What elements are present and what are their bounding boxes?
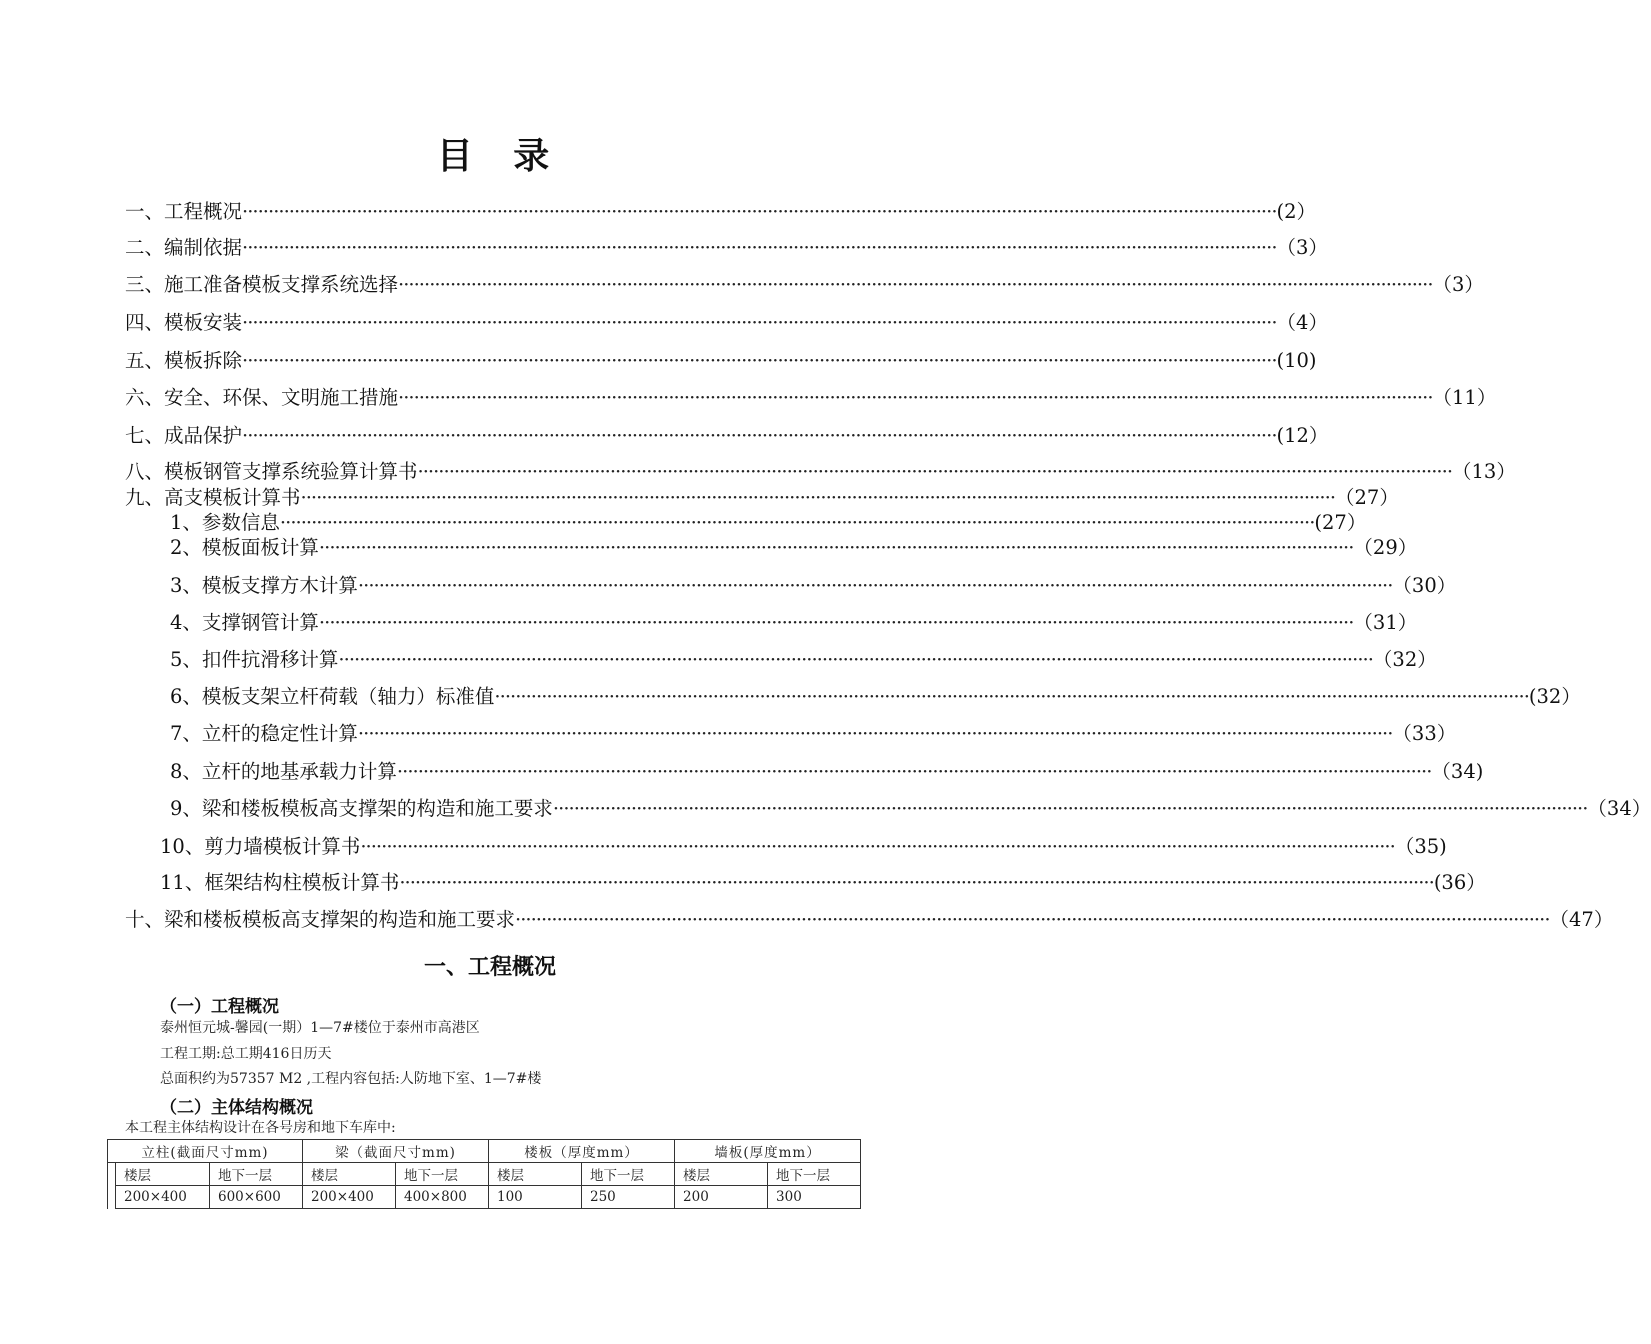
toc-item-label: 四、模板安装 xyxy=(125,311,243,334)
toc-leader-dots: ······································································································································································································· xyxy=(242,311,1277,334)
toc-leader-dots: ······································································································································································································· xyxy=(417,460,1453,483)
toc-item-page: (32） xyxy=(1528,685,1581,708)
table-cell: 地下一层 xyxy=(396,1163,489,1186)
table-value-row xyxy=(108,1186,861,1209)
toc-item[interactable] xyxy=(125,904,1614,932)
toc-item[interactable] xyxy=(125,420,1329,448)
toc-item-page: （27） xyxy=(1335,486,1399,509)
table-cell: 250 xyxy=(582,1186,675,1209)
toc-leader-dots: ······································································································································································································· xyxy=(398,273,1433,296)
toc-item-page: （3） xyxy=(1432,273,1484,296)
toc-leader-dots: ······································································································································································································· xyxy=(396,760,1432,783)
table-spacer-cell xyxy=(108,1186,116,1209)
toc-item-page: （32） xyxy=(1372,648,1437,671)
toc-leader-dots: ······································································································································································································· xyxy=(242,200,1277,223)
group-header-wall: 墙板(厚度mm） xyxy=(675,1140,861,1163)
table-cell: 楼层 xyxy=(116,1163,210,1186)
toc-item[interactable] xyxy=(170,532,1418,560)
toc-item-label: 8、立杆的地基承载力计算 xyxy=(170,760,397,783)
toc-leader-dots: ······································································································································································································· xyxy=(242,349,1277,372)
toc-item-label: 十、梁和楼板模板高支撑架的构造和施工要求 xyxy=(125,908,516,931)
toc-item[interactable] xyxy=(125,307,1328,335)
toc-leader-dots: ······································································································································································································· xyxy=(357,722,1393,745)
project-area-text: 总面积约为57357 M2 ,工程内容包括:人防地下室、1—7#楼 xyxy=(160,1071,542,1087)
toc-item[interactable] xyxy=(125,196,1317,224)
toc-item-label: 2、模板面板计算 xyxy=(170,536,319,559)
toc-item-label: 一、工程概况 xyxy=(125,200,243,223)
project-location-text: 泰州恒元城-馨园(一期）1—7#楼位于泰州市高港区 xyxy=(160,1020,480,1036)
toc-item-page: （33） xyxy=(1392,722,1457,745)
table-cell: 600×600 xyxy=(210,1186,303,1209)
toc-item-label: 五、模板拆除 xyxy=(125,349,243,372)
toc-leader-dots: ······································································································································································································· xyxy=(552,797,1588,820)
toc-leader-dots: ······································································································································································································· xyxy=(399,871,1434,894)
toc-item[interactable] xyxy=(125,482,1399,510)
toc-item-page: （47） xyxy=(1549,908,1614,931)
toc-item-page: （4） xyxy=(1276,311,1328,334)
toc-item-label: 4、支撑钢管计算 xyxy=(170,611,319,634)
table-cell: 200×400 xyxy=(116,1186,210,1209)
toc-leader-dots: ······································································································································································································· xyxy=(279,511,1315,534)
toc-item-label: 二、编制依据 xyxy=(125,236,243,259)
toc-item-page: (12） xyxy=(1276,424,1329,447)
table-cell: 300 xyxy=(768,1186,861,1209)
toc-item-page: (10) xyxy=(1276,349,1317,372)
toc-item-page: （13） xyxy=(1452,460,1516,483)
toc-leader-dots: ······································································································································································································· xyxy=(318,611,1354,634)
toc-item-label: 7、立杆的稳定性计算 xyxy=(170,722,358,745)
structure-intro-text: 本工程主体结构设计在各号房和地下车库中: xyxy=(125,1120,396,1136)
toc-item[interactable] xyxy=(170,570,1457,598)
toc-leader-dots: ······································································································································································································· xyxy=(360,835,1395,858)
table-cell: 200 xyxy=(675,1186,768,1209)
group-header-beam: 梁（截面尺寸mm) xyxy=(303,1140,489,1163)
toc-title: 目 录 xyxy=(436,136,564,177)
table-cell: 地下一层 xyxy=(210,1163,303,1186)
subsection-title-overview: （一）工程概况 xyxy=(160,997,279,1017)
table-cell: 地下一层 xyxy=(768,1163,861,1186)
toc-item-label: 11、框架结构柱模板计算书 xyxy=(160,871,400,894)
toc-item[interactable] xyxy=(170,507,1367,535)
table-cell: 楼层 xyxy=(675,1163,768,1186)
table-cell: 100 xyxy=(489,1186,582,1209)
toc-item[interactable] xyxy=(125,456,1516,484)
toc-item[interactable] xyxy=(125,232,1328,260)
toc-leader-dots: ······································································································································································································· xyxy=(242,424,1277,447)
table-cell: 地下一层 xyxy=(582,1163,675,1186)
table-cell: 楼层 xyxy=(303,1163,396,1186)
toc-leader-dots: ······································································································································································································· xyxy=(515,908,1550,931)
toc-item-page: （35) xyxy=(1394,835,1447,858)
toc-item[interactable] xyxy=(125,345,1317,373)
toc-item-page: （31） xyxy=(1353,611,1418,634)
toc-item-label: 9、梁和楼板模板高支撑架的构造和施工要求 xyxy=(170,797,553,820)
toc-leader-dots: ······································································································································································································· xyxy=(242,236,1277,259)
table-cell: 200×400 xyxy=(303,1186,396,1209)
toc-item[interactable] xyxy=(125,269,1484,297)
toc-item[interactable] xyxy=(170,718,1457,746)
toc-leader-dots: ······································································································································································································· xyxy=(338,648,1373,671)
toc-item[interactable] xyxy=(125,382,1497,410)
toc-item[interactable] xyxy=(170,681,1581,709)
toc-item-page: （29） xyxy=(1353,536,1418,559)
toc-item-page: （34) xyxy=(1431,760,1484,783)
toc-item-label: 三、施工准备模板支撑系统选择 xyxy=(125,273,399,296)
toc-item-page: （34） xyxy=(1587,797,1651,820)
table-group-header-row xyxy=(108,1140,861,1163)
table-cell: 楼层 xyxy=(489,1163,582,1186)
toc-item-page: (27） xyxy=(1314,511,1367,534)
toc-item-label: 5、扣件抗滑移计算 xyxy=(170,648,339,671)
toc-item-label: 九、高支模板计算书 xyxy=(125,486,301,509)
toc-item[interactable] xyxy=(160,831,1447,859)
toc-item-label: 六、安全、环保、文明施工措施 xyxy=(125,386,399,409)
toc-leader-dots: ······································································································································································································· xyxy=(398,386,1433,409)
project-duration-text: 工程工期:总工期416日历天 xyxy=(160,1046,332,1062)
toc-leader-dots: ······································································································································································································· xyxy=(357,574,1393,597)
toc-item-label: 八、模板钢管支撑系统验算计算书 xyxy=(125,460,418,483)
toc-item-label: 1、参数信息 xyxy=(170,511,280,534)
toc-item[interactable] xyxy=(170,756,1484,784)
toc-item-label: 七、成品保护 xyxy=(125,424,243,447)
toc-item[interactable] xyxy=(170,793,1651,821)
toc-leader-dots: ······································································································································································································· xyxy=(318,536,1354,559)
toc-item-label: 3、模板支撑方木计算 xyxy=(170,574,358,597)
subsection-title-structure: （二）主体结构概况 xyxy=(160,1098,313,1118)
toc-leader-dots: ······································································································································································································· xyxy=(494,685,1529,708)
section-title: 一、工程概况 xyxy=(423,955,556,980)
table-cell: 400×800 xyxy=(396,1186,489,1209)
toc-item-label: 6、模板支架立杆荷载（轴力）标准值 xyxy=(170,685,495,708)
group-header-column: 立柱(截面尺寸mm) xyxy=(108,1140,303,1163)
structure-table xyxy=(107,1139,861,1209)
toc-item-page: （30） xyxy=(1392,574,1457,597)
toc-item-label: 10、剪力墙模板计算书 xyxy=(160,835,361,858)
toc-item[interactable] xyxy=(170,607,1418,635)
toc-leader-dots: ······································································································································································································· xyxy=(300,486,1336,509)
toc-item-page: (2） xyxy=(1276,200,1317,223)
toc-item-page: (36） xyxy=(1433,871,1486,894)
toc-item[interactable] xyxy=(160,867,1486,895)
toc-item[interactable] xyxy=(170,644,1437,672)
group-header-slab: 楼板（厚度mm） xyxy=(489,1140,675,1163)
toc-item-page: （11） xyxy=(1432,386,1497,409)
toc-item-page: （3） xyxy=(1276,236,1328,259)
table-subheader-row xyxy=(108,1163,861,1186)
table-spacer-cell xyxy=(108,1163,116,1186)
